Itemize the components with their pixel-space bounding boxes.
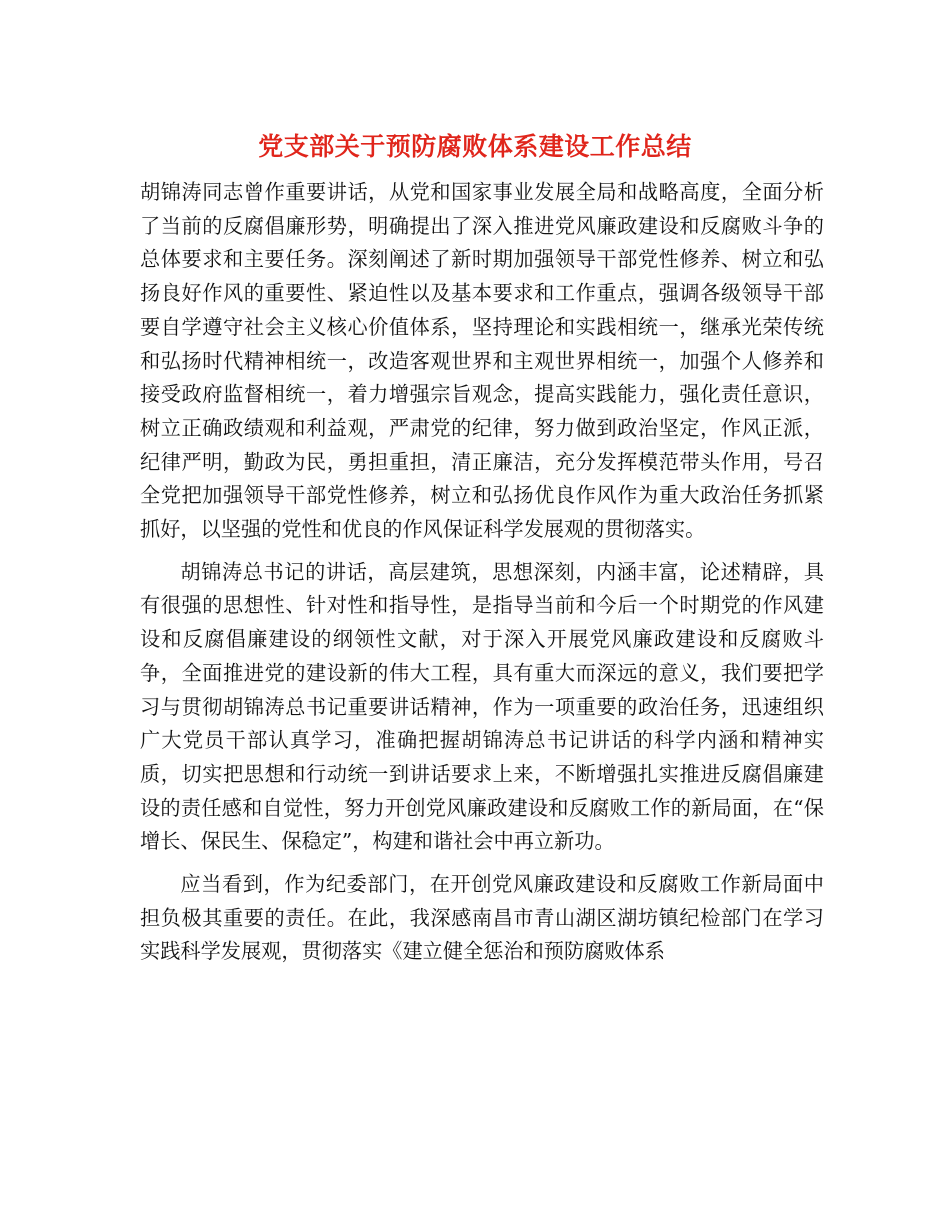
document-body xyxy=(140,176,824,969)
paragraph-2: 胡锦涛总书记的讲话，高层建筑，思想深刻，内涵丰富，论述精辟，具有很强的思想性、针对性和指导性，是指导当前和今后一个时期党的作风建设和反腐倡廉建设的纲领性文献，对于深入开展党风廉政建设和反腐败斗争，全面推进党的建设新的伟大工程，具有重大而深远的意义，我们要把学习与贯彻胡锦涛总书记重要讲话精神，作为一项重要的政治任务，迅速组织广大党员干部认真学习，准确把握胡锦涛总书记讲话的科学内涵和精神实质，切实把思想和行动统一到讲话要求上来，不断增强扎实推进反腐倡廉建设的责任感和自觉性，努力开创党风廉政建设和反腐败工作的新局面，在“保增长、保民生、保稳定”，构建和谐社会中再立新功。 xyxy=(140,559,824,854)
paragraph-1: 胡锦涛同志曾作重要讲话，从党和国家事业发展全局和战略高度，全面分析了当前的反腐倡廉形势，明确提出了深入推进党风廉政建设和反腐败斗争的总体要求和主要任务。深刻阐述了新时期加强领导干部党性修养、树立和弘扬良好作风的重要性、紧迫性以及基本要求和工作重点，强调各级领导干部要自学遵守社会主义核心价值体系，坚持理论和实践相统一，继承光荣传统和弘扬时代精神相统一，改造客观世界和主观世界相统一，加强个人修养和接受政府监督相统一，着力增强宗旨观念，提高实践能力，强化责任意识，树立正确政绩观和利益观，严肃党的纪律，努力做到政治坚定，作风正派，纪律严明，勤政为民，勇担重担，清正廉洁，充分发挥模范带头作用，号召全党把加强领导干部党性修养，树立和弘扬优良作风作为重大政治任务抓紧抓好，以坚强的党性和优良的作风保证科学发展观的贯彻落实。 xyxy=(140,180,824,542)
document-title: 党支部关于预防腐败体系建设工作总结 xyxy=(258,132,692,161)
paragraph-3: 应当看到，作为纪委部门，在开创党风廉政建设和反腐败工作新局面中担负极其重要的责任。在此，我深感南昌市青山湖区湖坊镇纪检部门在学习实践科学发展观，贯彻落实《建立健全惩治和预防腐败体系 xyxy=(140,872,824,964)
